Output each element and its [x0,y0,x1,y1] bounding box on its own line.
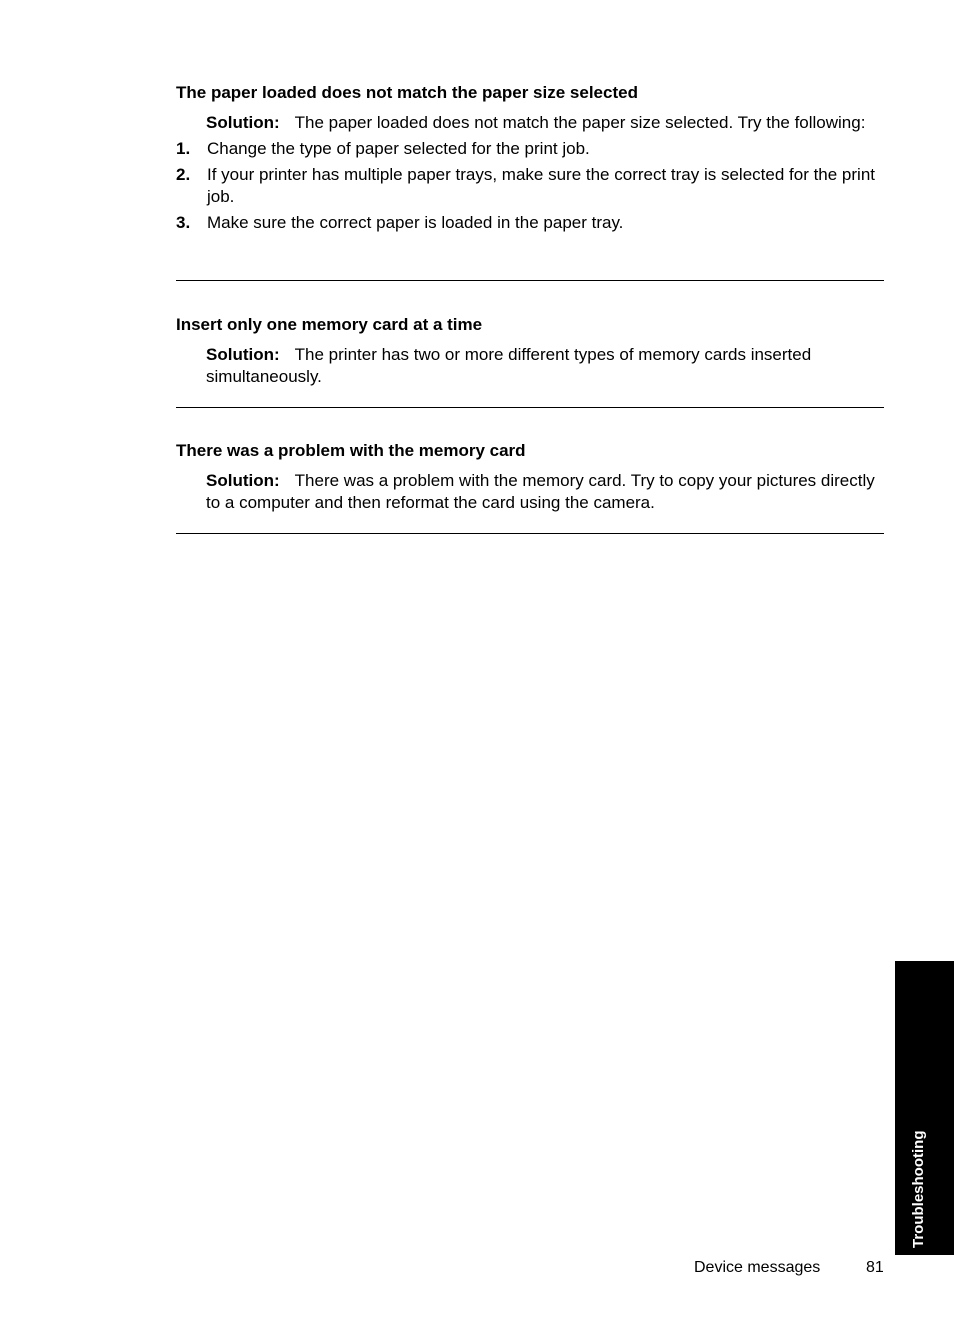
section-heading: There was a problem with the memory card [176,441,526,460]
section-divider [176,280,884,281]
list-item [176,164,884,208]
section-divider [176,407,884,408]
step-number: 3. [176,213,191,232]
section-one-memory-card [176,314,884,388]
footer-section-name: Device messages [694,1259,821,1276]
solution-paragraph [206,470,884,514]
solution-label: Solution: [206,113,280,132]
section-memory-card-problem [176,440,884,514]
section-heading: Insert only one memory card at a time [176,315,483,334]
solution-text: The printer has two or more different types of memory cards inserted simultaneously. [206,345,812,386]
chapter-tab-label: Troubleshooting [910,1130,927,1248]
section-paper-size-mismatch [176,82,884,234]
step-number: 2. [176,165,191,184]
step-number: 1. [176,139,191,158]
section-heading: The paper loaded does not match the paper size selected [176,83,638,102]
footer-page-number: 81 [866,1259,884,1276]
step-text: Make sure the correct paper is loaded in the paper tray. [207,213,624,232]
solution-paragraph [206,344,884,388]
solution-text: The paper loaded does not match the paper size selected. Try the following: [294,113,866,132]
list-item [176,212,884,234]
list-item [176,138,884,160]
steps-list [176,138,884,234]
solution-label: Solution: [206,471,280,490]
solution-paragraph [206,112,884,134]
step-text: Change the type of paper selected for the print job. [207,139,590,158]
section-divider [176,533,884,534]
solution-label: Solution: [206,345,280,364]
solution-text: There was a problem with the memory card. Try to copy your pictures directly to a computer and then reformat the card using the camera. [206,471,875,512]
step-text: If your printer has multiple paper trays, make sure the correct tray is selected for the print job. [207,165,876,206]
